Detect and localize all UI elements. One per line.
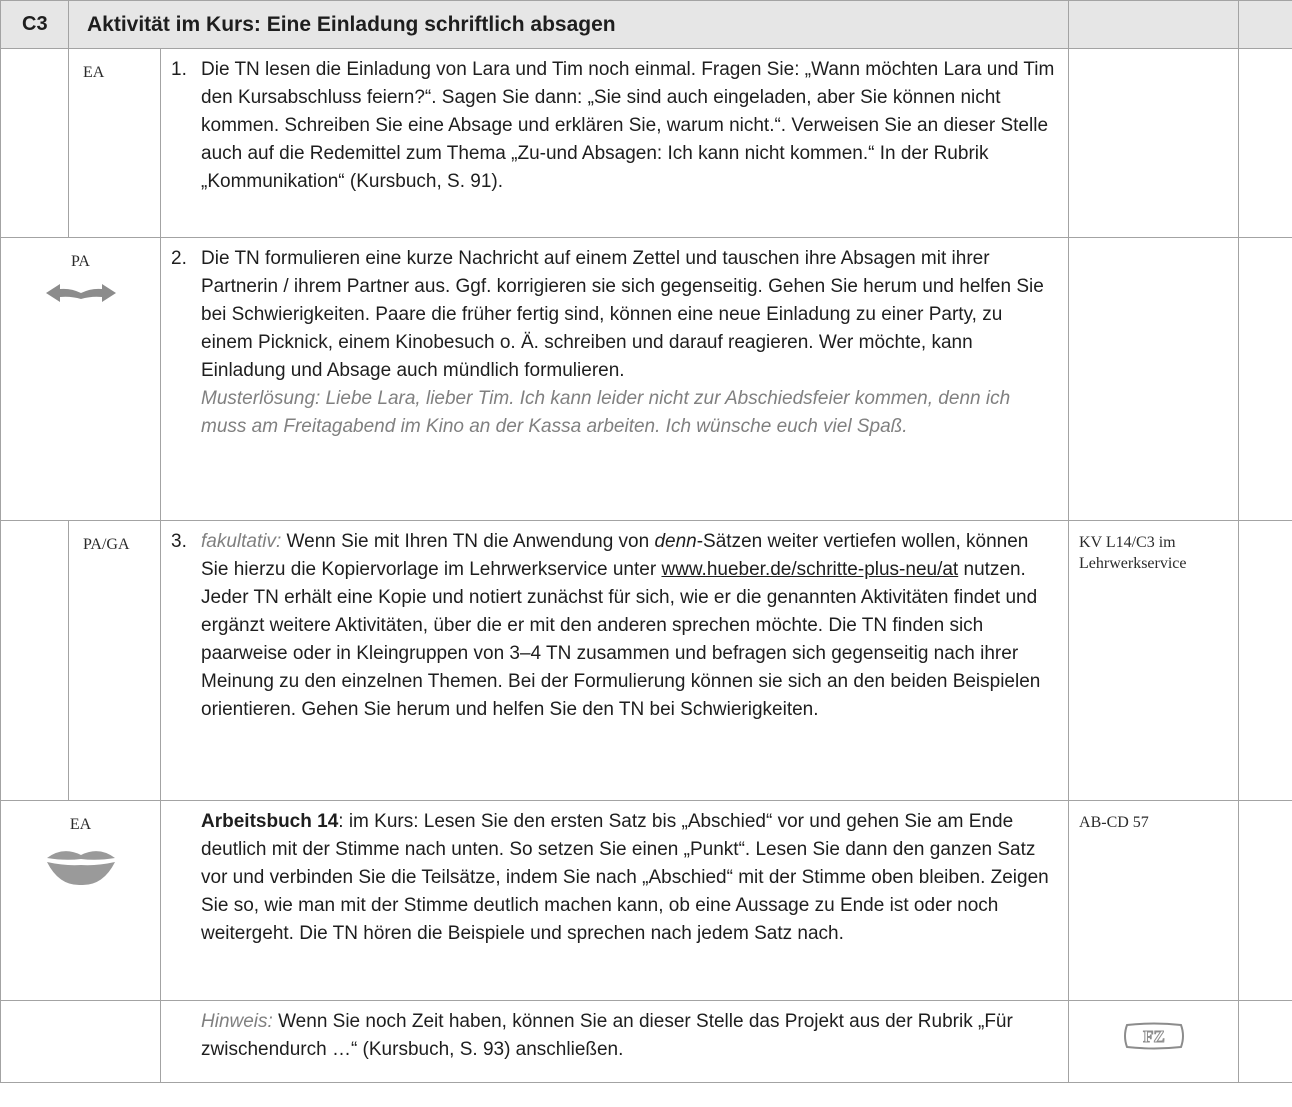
method-cell [1,238,161,521]
edge-cell [1239,801,1292,1001]
material-cell [1069,1001,1239,1083]
step-text-a: Wenn Sie mit Ihren TN die Anwendung von [286,531,650,552]
edge-cell [1239,49,1292,238]
sample-solution: Musterlösung: Liebe Lara, lieber Tim. Ich kann leider nicht zur Abschiedsfeier kommen, denn ich muss am Freitagabend im Kino an der Kassa arbeiten. Ich wünsche euch viel Spaß. [201,388,1011,437]
material-reference: KV L14/C3 im Lehrwerkservice [1069,521,1239,801]
workbook-label: Arbeitsbuch 14 [201,811,339,832]
step-number: 2. [171,248,187,269]
step-number: 3. [171,531,187,552]
step-row-2 [1,238,1292,521]
note-label: Hinweis: [201,1011,273,1032]
section-header-row [1,1,1292,49]
material-cell [1069,49,1239,238]
step-text: : im Kurs: Lesen Sie den ersten Satz bis „Abschied“ vor und gehen Sie am Ende deutlich mit der Stimme nach unten. So setzen Sie einen „Punkt“. Lesen Sie dann den ganzen Satz vor und verbinden Sie die Teilsätze, indem Sie nach „Abschied“ mit der Stimme oben bleiben. Zeigen Sie so, wie man mit der Stimme deutlich machen kann, ob eine Aussage zu Ende ist oder noch weitergeht. Die TN hören die Beispiele und sprechen nach jedem Satz nach. [201,811,1049,944]
fz-badge-text: FZ [1142,1027,1165,1046]
section-edge-cell [1239,1,1292,49]
step-row-3 [1,521,1292,801]
edge-cell [1239,238,1292,521]
blank-cell [1,1001,161,1083]
step-row-1 [1,49,1292,238]
method-label: EA [69,816,92,833]
step-number: 1. [171,59,187,80]
step-content [161,521,1069,801]
edge-cell [1239,521,1292,801]
note-text: Wenn Sie noch Zeit haben, können Sie an dieser Stelle das Projekt aus der Rubrik „Für zwischendurch …“ (Kursbuch, S. 93) anschließen. [201,1011,1013,1060]
note-row [1,1001,1292,1083]
lips-icon [45,846,117,886]
method-label: PA [71,253,90,270]
section-code: C3 [1,1,69,49]
step-text: Die TN formulieren eine kurze Nachricht auf einem Zettel und tauschen ihre Absagen mit ihrer Partnerin / ihrem Partner aus. Ggf. korrigieren sie sich gegenseitig. Gehen Sie herum und helfen Sie bei Schwierigkeiten. Paare die früher fertig sind, können eine neue Einladung zu einer Party, zu einem Picknick, einem Kinobesuch o. Ä. schreiben und darauf reagieren. Wer möchte, kann Einladung und Absage auch mündlich formulieren. [201,248,1044,381]
step-content [161,238,1069,521]
step-text-c: nutzen. Jeder TN erhält eine Kopie und notiert zunächst für sich, wie er die genannten Aktivitäten findet und ergänzt weitere Aktivitäten, über die er mit den anderen sprechen möchte. Die TN finden sich paarweise oder in Kleingruppen von 3–4 TN zusammen und befragen sich gegenseitig nach ihrer Meinung zu den einzelnen Themen. Bei der Formulierung können sie sich an den beiden Beispielen orientieren. Gehen Sie herum und helfen Sie den TN bei Schwierigkeiten. [201,559,1041,720]
method-label: EA [69,49,161,238]
hueber-link[interactable]: www.hueber.de/schritte-plus-neu/at [661,559,959,580]
partner-arrows-icon [44,283,118,303]
optional-label: fakultativ: [201,531,282,552]
step-content [161,49,1069,238]
blank-cell [1,521,69,801]
step-text-b: -Sätzen weiter vertiefen wollen, können Sie hierzu die Kopiervorlage im Lehrwerkservice unter [201,531,1029,580]
material-cell [1069,238,1239,521]
method-label: PA/GA [69,521,161,801]
method-cell [1,801,161,1001]
blank-cell [1,49,69,238]
section-material-cell [1069,1,1239,49]
step-row-4 [1,801,1292,1001]
material-reference: AB-CD 57 [1069,801,1239,1001]
edge-cell [1239,1001,1292,1083]
fz-badge-icon [1121,1021,1187,1051]
keyword-denn: denn [654,531,697,552]
section-title: Aktivität im Kurs: Eine Einladung schriftlich absagen [69,1,1069,49]
step-content [161,801,1069,1001]
step-text: Die TN lesen die Einladung von Lara und Tim noch einmal. Fragen Sie: „Wann möchten Lara und Tim den Kursabschluss feiern?“. Sagen Sie dann: „Sie sind auch eingeladen, aber Sie können nicht kommen. Schreiben Sie eine Absage und erklären Sie, warum nicht.“. Verweisen Sie an dieser Stelle auch auf die Redemittel zum Thema „Zu-und Absagen: Ich kann nicht kommen.“ In der Rubrik „Kommunikation“ (Kursbuch, S. 91). [201,59,1055,192]
note-content [161,1001,1069,1083]
